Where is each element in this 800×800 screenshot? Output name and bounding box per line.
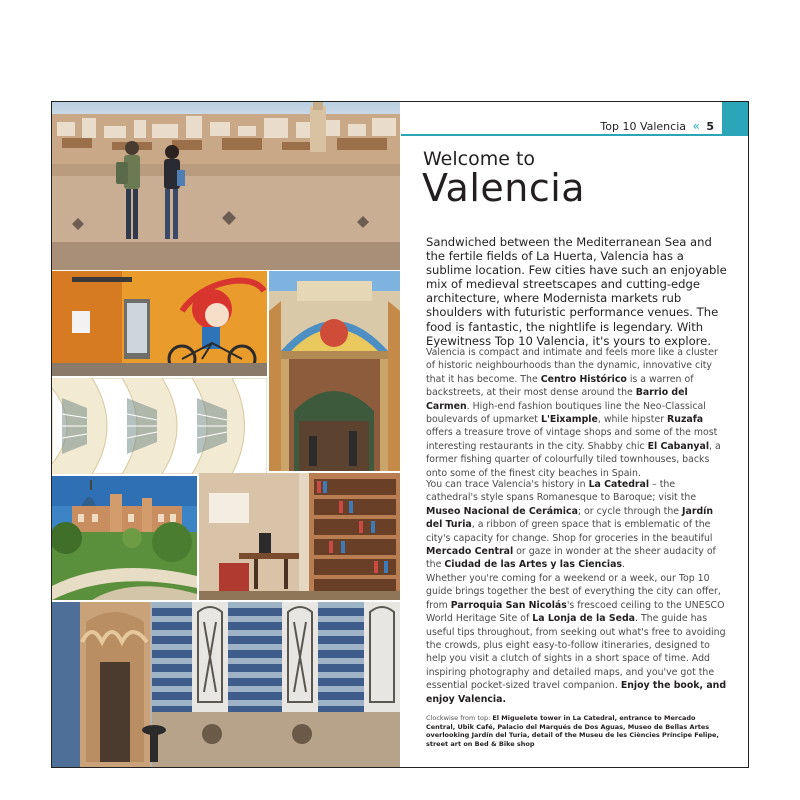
highlighted-place-name: Barrio del Carmen: [426, 387, 688, 412]
highlighted-place-name: Enjoy the book, and enjoy Valencia.: [426, 680, 727, 705]
paragraph-text: , a ribbon of green space that is emblematic of the city's capacity for change. Shop for groceries in the beautiful: [426, 519, 713, 544]
highlighted-place-name: Jardín del Turia: [426, 505, 714, 531]
paragraph-text: You can trace Valencia's history in: [426, 479, 589, 490]
book-spread: [51, 101, 749, 768]
photo-ubik-cafe: [199, 473, 400, 600]
photo-collage: [52, 102, 400, 767]
page-title: Valencia: [422, 166, 586, 210]
paragraph-text: .: [622, 559, 625, 571]
paragraph-text: . High-end fashion boutiques line the Neo-Classical boulevards of upmarket: [426, 400, 706, 426]
paragraph-text: . The guide has useful tips throughout, from seeking out what's free to avoiding the crowds, plus eight easy-to-follow itineraries, designed to help you visit a clutch of sights in a short space of time. Add inspiring photography and detailed maps, and you've got the essential pocket-sized travel companion.: [426, 613, 726, 692]
highlighted-place-name: Centro Histórico: [540, 373, 627, 385]
photo-bellas-artes: [52, 476, 197, 600]
intro-paragraph: Sandwiched between the Mediterranean Sea and the fertile fields of La Huerta, Valencia has a sublime location. Few cities have such an enjoyable mix of medieval streetscapes and cutting-edge architecture, where Modernista markets rub shoulders with futuristic performance venues. The food is fantastic, the nightlife is legendary. With Eyewitness Top 10 Valencia, it's yours to explore.: [426, 235, 727, 348]
title-kicker: Welcome to: [423, 148, 536, 170]
paragraph-text: offers a treasure trove of vintage shops and some of the most interesting restaurants in the city. Shabby chic: [426, 427, 718, 452]
highlighted-place-name: Parroquia San Nicolás: [450, 599, 567, 611]
highlighted-place-name: La Catedral: [588, 479, 650, 490]
page-tab-marker: [722, 102, 748, 136]
paragraph-text: or gaze in wonder at the sheer audacity of the: [426, 546, 716, 571]
photo-palacio-dos-aguas: [52, 602, 400, 767]
text-column: [401, 102, 748, 767]
page-number: 5: [706, 120, 714, 133]
paragraph-text: ; or cycle through the: [577, 505, 683, 517]
photo-miguelete-view: [52, 102, 400, 270]
caption-text: El Miguelete tower in La Catedral, entrance to Mercado Central, Ubik Café, Palacio del Marqués de Dos Aguas, Museo de Bellas Artes overlooking Jardín del Turia, detail of the Museu de les Ciències Príncipe Felipe, street art on Bed & Bike shop: [426, 714, 719, 748]
header-rule: [401, 134, 748, 136]
photo-caption: [426, 714, 726, 748]
paragraph-text: , while hipster: [597, 414, 668, 426]
highlighted-place-name: El Cabanyal: [647, 440, 710, 452]
paragraph-text: is a warren of backstreets, at their most dense around the: [426, 373, 694, 399]
highlighted-place-name: Ruzafa: [667, 414, 704, 426]
paragraph-text: Valencia is compact and intimate and feels more like a cluster of historic neighbourhoods than the dynamic, innovative city that it has become. The: [426, 347, 718, 385]
highlighted-place-name: Mercado Central: [426, 546, 514, 558]
body-paragraph: [426, 572, 728, 706]
highlighted-place-name: Ciudad de las Artes y las Ciencias: [444, 559, 622, 571]
caption-lead: Clockwise from top:: [426, 714, 493, 722]
photo-street-art: [52, 271, 267, 376]
paragraph-text: , a former fishing quarter of colourfully tiled townhouses, backs onto some of the finest city beaches in Spain.: [426, 440, 721, 479]
section-label: Top 10 Valencia: [600, 120, 686, 133]
photo-museu-ciencies: [52, 378, 267, 474]
body-paragraph: [426, 346, 728, 480]
photo-mercado-central: [269, 271, 400, 471]
highlighted-place-name: La Lonja de la Seda: [532, 613, 635, 625]
paragraph-text: – the cathedral's style spans Romanesque to Baroque; visit the: [426, 479, 697, 504]
paragraph-text: 's frescoed ceiling to the UNESCO World Heritage Site of: [426, 599, 725, 625]
paragraph-text: Whether you're coming for a weekend or a week, our Top 10 guide brings together the best of everything the city can offer, from: [426, 573, 721, 611]
highlighted-place-name: Museo Nacional de Cerámica: [426, 505, 578, 517]
double-chevron-left-icon: «: [692, 119, 700, 133]
highlighted-place-name: L'Eixample: [540, 414, 598, 426]
body-paragraph: [426, 478, 728, 572]
running-head: [600, 119, 714, 133]
